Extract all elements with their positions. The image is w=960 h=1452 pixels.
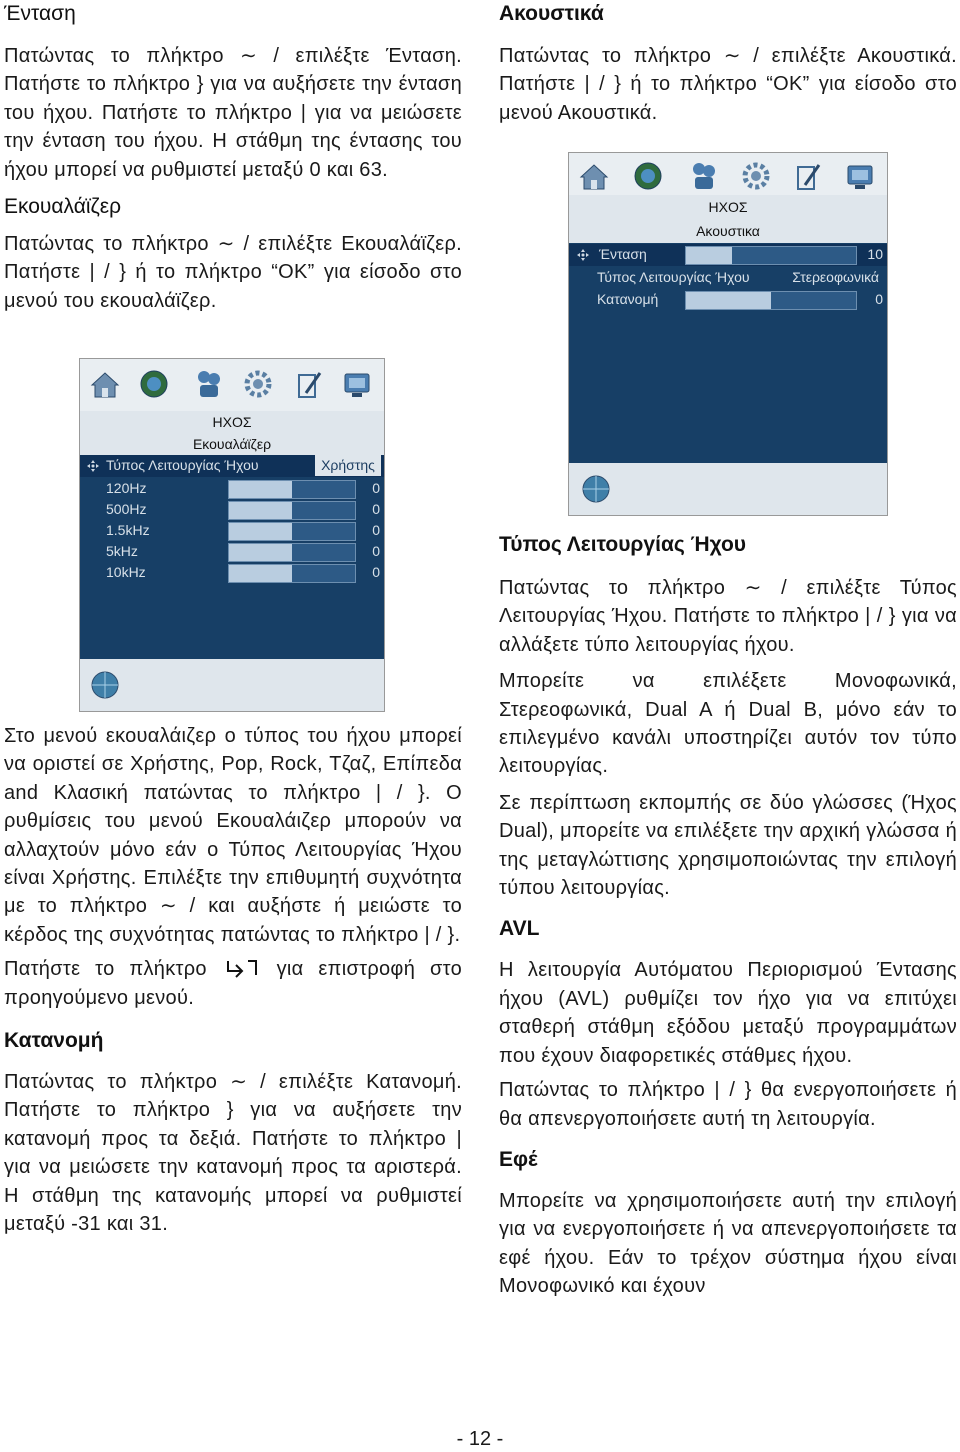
volume-paragraph: Πατώντας το πλήκτρο ∼ / επιλέξτε Ένταση. Πατήστε το πλήκτρο } για να αυξήσετε την ένταση του ήχου. Πατήστε το πλήκτρο | για να μειώσετε την ένταση του ήχου. Η στάθμη της έντασης του ήχου μπορεί να ρυθμιστεί μεταξύ 0 και 63. [4,45,462,181]
equalizer-menu-screen [79,358,385,712]
equalizer-band-label: 120Hz [106,480,147,496]
balance-heading: Κατανομή [4,1029,104,1053]
source-icon[interactable] [843,157,877,195]
volume-heading: Ένταση [4,2,76,25]
install-icon[interactable] [292,365,326,403]
home-icon[interactable] [88,365,122,403]
equalizer-band-slider[interactable] [228,480,356,499]
effect-heading: Εφέ [499,1147,538,1171]
sound-mode-row[interactable] [80,455,384,477]
settings-gear-icon[interactable] [739,157,773,195]
equalizer-paragraph: Πατώντας το πλήκτρο ∼ / επιλέξτε Εκουαλάϊζερ. Πατήστε | / } ή το πλήκτρο “OK” για είσοδο στο μενού του εκουαλάϊζερ. [4,233,462,312]
balance-row[interactable] [569,289,887,311]
back-key-icon [222,957,262,979]
equalizer-band-row[interactable] [80,541,384,562]
menu-title: ΗΧΟΣ [569,195,887,219]
picture-icon[interactable] [631,157,665,195]
equalizer-band-row[interactable] [80,499,384,520]
menu-subtitle: Ακουστικα [569,219,887,243]
headphone-menu-screen [568,152,888,516]
sound-mode-label: Τύπος Λειτουργίας Ήχου [106,457,259,473]
equalizer-band-label: 10kHz [106,564,146,580]
sound-mode-paragraph-1: Πατώντας το πλήκτρο ∼ / επιλέξτε Τύπος Λειτουργίας Ήχου. Πατήστε το πλήκτρο | / } για να αλλάξετε τύπο λειτουργίας ήχου. [499,577,957,656]
equalizer-band-value: 0 [372,522,380,538]
volume-label: Ένταση [599,246,647,262]
right-column-top [499,0,957,127]
sound-icon[interactable] [687,157,721,195]
menu-title: ΗΧΟΣ [80,411,384,433]
home-icon[interactable] [577,157,611,195]
install-icon[interactable] [791,157,825,195]
sound-mode-paragraph-2: Μπορείτε να επιλέξετε Μονοφωνικά, Στερεοφωνικά, Dual A ή Dual B, μόνο εάν το επιλεγμένο κανάλι υποστηρίζει αυτόν τον τύπο λειτουργίας. [499,670,957,778]
sound-mode-paragraph-3: Σε περίπτωση εκπομπής σε δύο γλώσσες (Ήχος Dual), μπορείτε να επιλέξετε την αρχική γλώσσα ή της μεταγλώττισης χρησιμοποιώντας την επιλογή τύπου λειτουργίας. [499,791,957,900]
equalizer-description: Στο μενού εκουαλάιζερ ο τύπος του ήχου μπορεί να οριστεί σε Χρήστης, Pop, Rock, Τζαζ, Επίπεδα and Κλασική πατώντας το πλήκτρο | / }. Ο ρυθμίσεις του μενού Εκουαλάιζερ μπορούν να αλλαχτούν μόνο εάν ο Τύπος Λειτουργίας Ήχου είναι Χρήστης. Επιλέξτε την επιθυμητή συχνότητα με το πλήκτρο ∼ / και αυξήστε ή μειώστε το κέρδος της συχνότητας πατώντας το πλήκτρο | / }. [4,725,462,946]
balance-bar[interactable] [685,291,857,310]
equalizer-band-fill [229,502,292,519]
equalizer-band-row[interactable] [80,562,384,583]
volume-bar-fill [686,247,732,264]
equalizer-band-fill [229,565,292,582]
sound-mode-heading: Τύπος Λειτουργίας Ήχου [499,533,747,556]
balance-label: Κατανομή [597,291,659,307]
headphone-heading: Ακουστικά [499,2,604,25]
balance-paragraph: Πατώντας το πλήκτρο ∼ / επιλέξτε Κατανομή. Πατήστε το πλήκτρο } για να αυξήσετε την κατανομή προς τα δεξιά. Πατήστε το πλήκτρο | για να μειώσετε την κατανομή προς τα αριστερά. Η στάθμη της κατανομής μπορεί να ρυθμιστεί μεταξύ -31 και 31. [4,1071,462,1236]
equalizer-band-fill [229,544,292,561]
equalizer-band-slider[interactable] [228,543,356,562]
menu-icon-bar [80,359,384,411]
equalizer-band-label: 500Hz [106,501,147,517]
equalizer-band-slider[interactable] [228,522,356,541]
equalizer-band-value: 0 [372,501,380,517]
menu-icon-bar [569,153,887,201]
equalizer-panel [80,411,384,659]
navigate-arrows-icon [577,249,589,261]
balance-value: 0 [875,291,883,307]
equalizer-heading: Εκουαλάϊζερ [4,195,122,219]
navigate-arrows-icon [87,460,99,472]
equalizer-band-fill [229,481,292,498]
effect-paragraph: Μπορείτε να χρησιμοποιήσετε αυτή την επιλογή για να ενεργοποιήσετε ή να απενεργοποιήσετε τα εφέ ήχου. Εάν το τρέχον σύστημα ήχου είναι Μονοφωνικό και έχουν [499,1189,957,1298]
equalizer-band-row[interactable] [80,520,384,541]
volume-bar[interactable] [685,246,857,265]
menu-footer [80,659,384,711]
picture-icon[interactable] [137,365,171,403]
equalizer-band-value: 0 [372,564,380,580]
sound-mode-label: Τύπος Λειτουργίας Ήχου [597,269,750,285]
volume-row[interactable] [569,244,887,266]
headphone-paragraph: Πατώντας το πλήκτρο ∼ / επιλέξτε Ακουστικά. Πατήστε | / } ή το πλήκτρο “OK” για είσοδο στο μενού Ακουστικά. [499,45,957,124]
menu-footer [569,463,887,515]
equalizer-band-fill [229,523,292,540]
footer-globe-icon [579,471,613,507]
sound-mode-row[interactable] [569,267,887,289]
footer-globe-icon [88,667,122,703]
right-column-bottom [499,530,957,1301]
headphone-panel [569,195,887,463]
equalizer-band-value: 0 [372,480,380,496]
volume-value: 10 [867,246,883,262]
source-icon[interactable] [340,365,374,403]
avl-paragraph-1: Η λειτουργία Αυτόματου Περιορισμού Έντασης ήχου (AVL) ρυθμίζει τον ήχο για να επιτύχει σταθερή στάθμη εξόδου μεταξύ προγραμμάτων που έχουν διαφορετικές στάθμες ήχου. [499,959,957,1067]
sound-mode-value: Στερεοφωνικά [792,269,879,285]
balance-bar-fill [686,292,771,309]
sound-icon[interactable] [192,365,226,403]
left-column-bottom [4,722,462,1239]
equalizer-band-label: 5kHz [106,543,138,559]
equalizer-band-row[interactable] [80,478,384,499]
equalizer-band-value: 0 [372,543,380,559]
equalizer-band-slider[interactable] [228,564,356,583]
left-column-top [4,0,462,315]
avl-paragraph-2: Πατώντας το πλήκτρο | / } θα ενεργοποιήσετε ή θα απενεργοποιήσετε αυτή τη λειτουργία. [499,1079,957,1130]
sound-mode-value: Χρήστης [315,455,381,476]
equalizer-band-slider[interactable] [228,501,356,520]
page-number: - 12 - [456,1428,504,1450]
back-instruction: Πατήστε το πλήκτρο για επιστροφή στο προηγούμενο μενού. [4,958,462,1009]
settings-gear-icon[interactable] [241,365,275,403]
equalizer-band-label: 1.5kHz [106,522,150,538]
menu-subtitle: Εκουαλάϊζερ [80,433,384,455]
avl-heading: AVL [499,917,540,941]
